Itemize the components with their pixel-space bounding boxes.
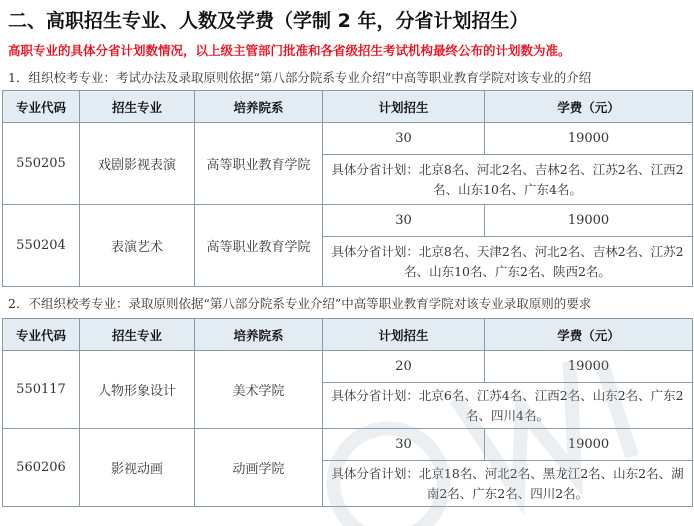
table-header-row: [3, 319, 693, 351]
section1-label: 1．组织校考专业：考试办法及录取原则依据“第八部分院系专业介绍”中高等职业教育学院对该专业的介绍: [8, 70, 592, 85]
header-fee: 学费（元）: [485, 91, 693, 123]
major-name: 表演艺术: [80, 205, 195, 287]
header-plan: 计划招生: [323, 91, 485, 123]
section2-label: 2．不组织校考专业：录取原则依据“第八部分院系专业介绍”中高等职业教育学院对该专业录取原则的要求: [8, 296, 592, 311]
header-major: 招生专业: [80, 319, 195, 351]
tuition-fee: 19000: [485, 429, 693, 461]
header-code: 专业代码: [3, 319, 80, 351]
header-college: 培养院系: [195, 91, 323, 123]
tuition-fee: 19000: [485, 351, 693, 383]
plan-table-1: [2, 90, 693, 287]
table-row: [3, 351, 693, 383]
header-major: 招生专业: [80, 91, 195, 123]
province-quota: 具体分省计划：北京6名、江苏4名、江西2名、山东2名、广东2名、四川4名。: [323, 383, 693, 429]
table-row: [3, 429, 693, 461]
major-code: 550204: [3, 205, 80, 287]
header-plan: 计划招生: [323, 319, 485, 351]
college-name: 高等职业教育学院: [195, 205, 323, 287]
table-header-row: [3, 91, 693, 123]
province-quota: 具体分省计划：北京18名、河北2名、黑龙江2名、山东2名、湖南2名、广东2名、四川2名。: [323, 461, 693, 507]
college-name: 动画学院: [195, 429, 323, 507]
major-name: 戏剧影视表演: [80, 123, 195, 205]
province-quota: 具体分省计划：北京8名、天津2名、河北2名、吉林2名、江苏2名、山东10名、广东2名、陕西2名。: [323, 237, 693, 287]
header-college: 培养院系: [195, 319, 323, 351]
province-quota: 具体分省计划：北京8名、河北2名、吉林2名、江苏2名、江西2名、山东10名、广东4名。: [323, 155, 693, 205]
major-name: 影视动画: [80, 429, 195, 507]
plan-count: 30: [323, 205, 485, 237]
table-row: [3, 205, 693, 237]
college-name: 美术学院: [195, 351, 323, 429]
major-code: 550117: [3, 351, 80, 429]
plan-count: 30: [323, 429, 485, 461]
header-code: 专业代码: [3, 91, 80, 123]
section-title: 二、高职招生专业、人数及学费（学制 2 年，分省计划招生）: [8, 10, 529, 32]
plan-count: 30: [323, 123, 485, 155]
plan-table-2: [2, 318, 693, 507]
college-name: 高等职业教育学院: [195, 123, 323, 205]
major-name: 人物形象设计: [80, 351, 195, 429]
major-code: 560206: [3, 429, 80, 507]
plan-count: 20: [323, 351, 485, 383]
notice-text: 高职专业的具体分省计划数情况，以上级主管部门批准和各省级招生考试机构最终公布的计划数为准。: [8, 43, 571, 58]
table-row: [3, 123, 693, 155]
header-fee: 学费（元）: [485, 319, 693, 351]
tuition-fee: 19000: [485, 123, 693, 155]
tuition-fee: 19000: [485, 205, 693, 237]
major-code: 550205: [3, 123, 80, 205]
